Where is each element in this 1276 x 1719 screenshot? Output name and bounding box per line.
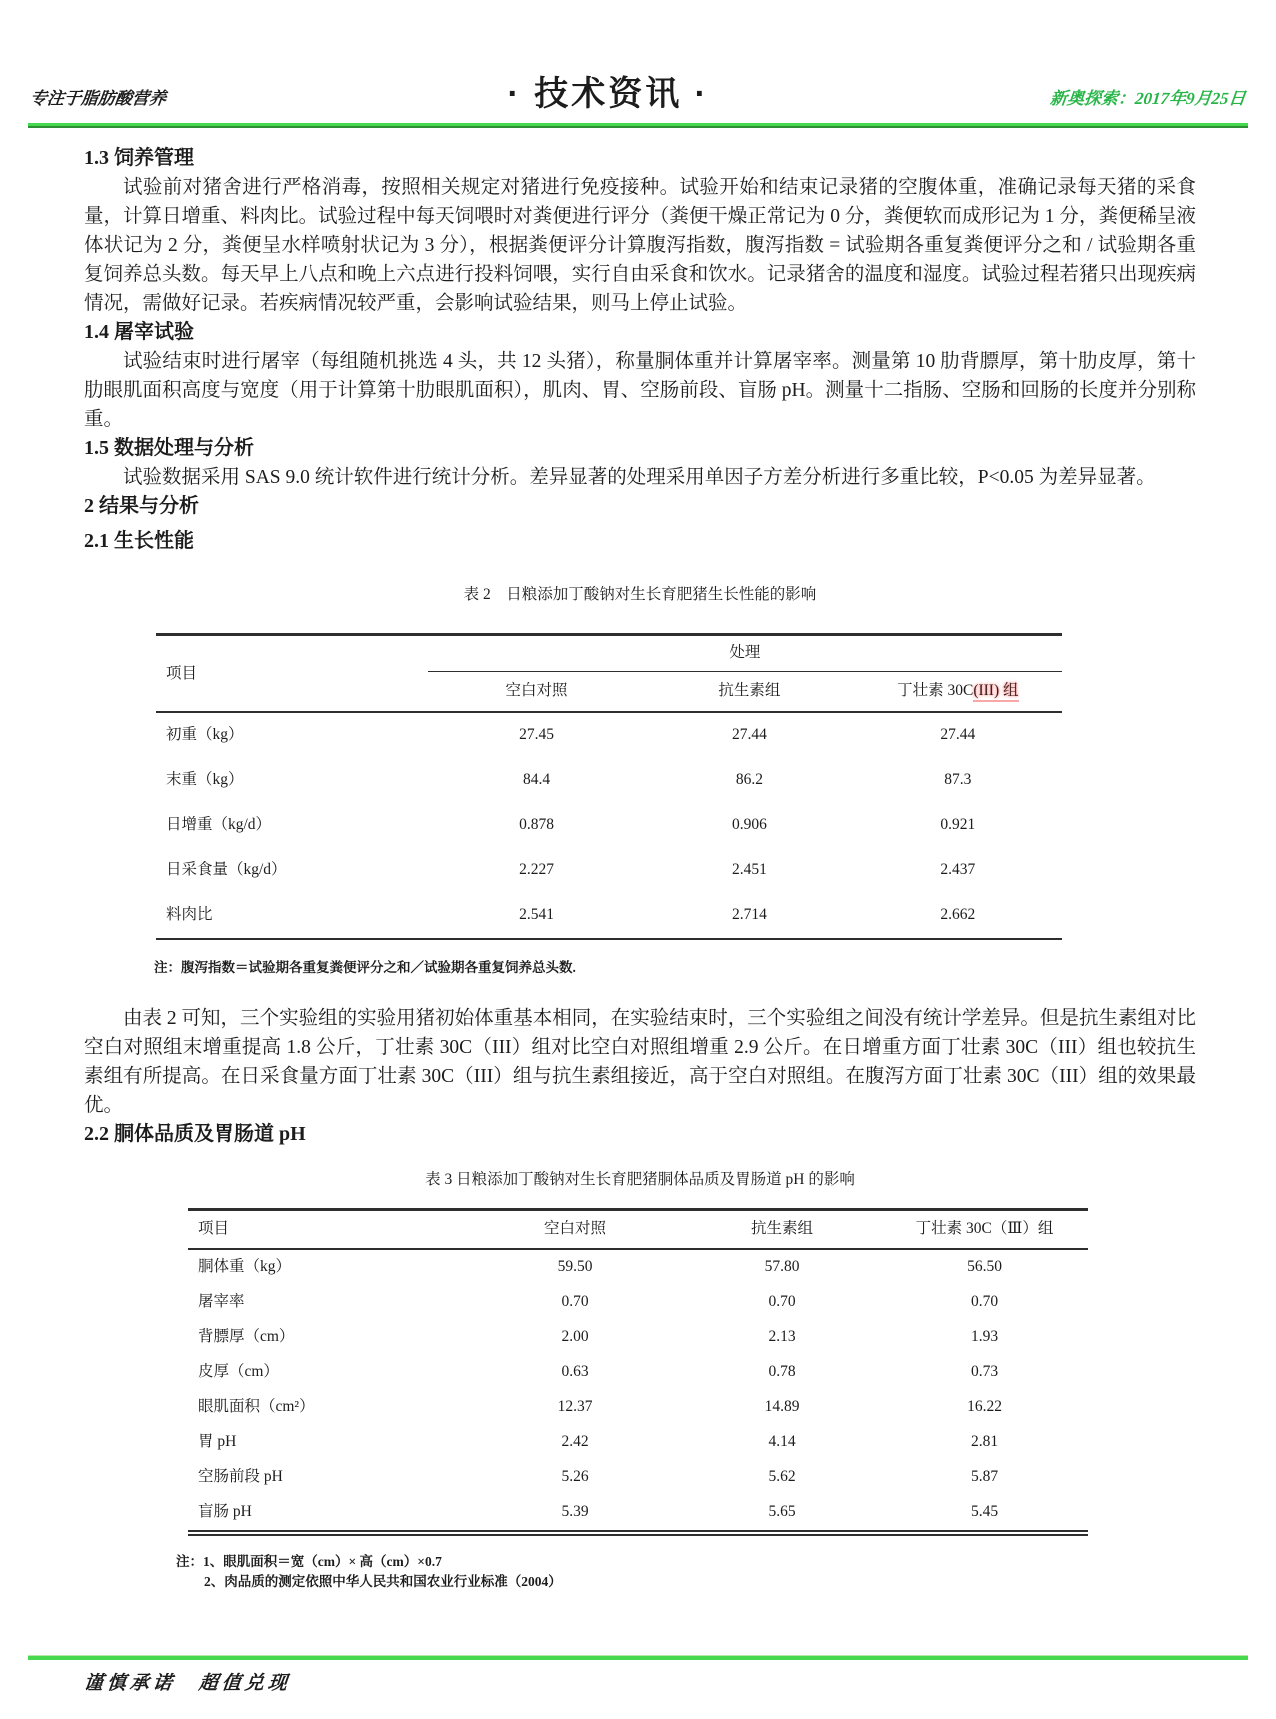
t2-header-treatment: 处理 xyxy=(428,635,1062,672)
row-label: 盲肠 pH xyxy=(198,1503,252,1520)
cell-value: 1.93 xyxy=(970,1328,999,1345)
row-label: 屠宰率 xyxy=(198,1293,245,1310)
cell-value: 5.39 xyxy=(561,1503,589,1520)
header-divider xyxy=(28,123,1248,128)
cell-value: 0.73 xyxy=(970,1363,999,1380)
t2-header-item: 项目 xyxy=(156,635,428,713)
cell-value: 56.50 xyxy=(967,1258,1002,1275)
cell-value: 2.42 xyxy=(561,1433,589,1450)
t2-header-control: 空白对照 xyxy=(428,672,645,713)
cell-value: 0.921 xyxy=(940,816,976,833)
table-row xyxy=(156,848,1062,893)
cell-value: 0.63 xyxy=(561,1363,589,1380)
cell-value: 84.4 xyxy=(522,771,551,788)
section-heading-1-5: 1.5 数据处理与分析 xyxy=(84,437,254,459)
t2-header-antibiotic: 抗生素组 xyxy=(645,672,853,713)
cell-value: 5.45 xyxy=(970,1503,999,1520)
table-row xyxy=(188,1495,1088,1533)
row-label: 初重（kg） xyxy=(166,726,244,743)
cell-value: 0.878 xyxy=(519,816,554,833)
table-row xyxy=(188,1390,1088,1425)
footer-slogan: 谨慎承诺 超值兑现 xyxy=(82,1673,292,1694)
issue-date: 新奥探索：2017年9月25日 xyxy=(1049,89,1248,108)
cell-value: 0.70 xyxy=(768,1293,796,1310)
table-row xyxy=(188,1460,1088,1495)
section-heading-1-4: 1.4 屠宰试验 xyxy=(84,321,194,343)
row-label: 胃 pH xyxy=(198,1433,237,1450)
row-label: 胴体重（kg） xyxy=(198,1258,292,1275)
table-row xyxy=(156,758,1062,803)
table-row xyxy=(156,893,1062,939)
t3-header-antibiotic: 抗生素组 xyxy=(683,1210,881,1250)
cell-value: 27.44 xyxy=(731,726,767,743)
cell-value: 0.906 xyxy=(731,816,767,833)
cell-value: 2.00 xyxy=(561,1328,589,1345)
section-heading-2-1: 2.1 生长性能 xyxy=(84,530,194,552)
paragraph-slaughter-test: 试验结束时进行屠宰（每组随机挑选 4 头，共 12 头猪），称量胴体重并计算屠宰率。测量第 10 肋背膘厚，第十肋皮厚，第十肋眼肌面积高度与宽度（用于计算第十肋眼肌面积），肌肉、胃、空肠前段、盲肠 pH。测量十二指肠、空肠和回肠的长度并分别称重。 xyxy=(84,351,1196,430)
table3-footnotes xyxy=(176,1552,1196,1592)
cell-value: 2.13 xyxy=(768,1328,796,1345)
row-label: 眼肌面积（cm²） xyxy=(198,1398,315,1415)
cell-value: 5.65 xyxy=(768,1503,796,1520)
table-carcass-quality xyxy=(188,1208,1088,1536)
cell-value: 87.3 xyxy=(944,771,972,788)
cell-value: 2.437 xyxy=(940,861,976,878)
article-body xyxy=(84,144,1196,1592)
cell-value: 4.14 xyxy=(768,1433,796,1450)
cell-value: 0.78 xyxy=(768,1363,796,1380)
row-label: 日增重（kg/d） xyxy=(166,816,272,833)
t2-header-butyrate-group xyxy=(854,672,1062,713)
footer-divider xyxy=(28,1655,1248,1660)
row-label: 日采食量（kg/d） xyxy=(166,861,287,878)
row-label: 空肠前段 pH xyxy=(198,1468,283,1485)
t3-header-butyrate-group: 丁壮素 30C（Ⅲ）组 xyxy=(881,1210,1088,1250)
cell-value: 27.44 xyxy=(940,726,976,743)
paragraph-data-analysis: 试验数据采用 SAS 9.0 统计软件进行统计分析。差异显著的处理采用单因子方差分析进行多重比较，P<0.05 为差异显著。 xyxy=(123,467,1156,488)
cell-value: 57.80 xyxy=(764,1258,800,1275)
table-row xyxy=(188,1285,1088,1320)
cell-value: 2.227 xyxy=(519,861,554,878)
cell-value: 5.26 xyxy=(561,1468,589,1485)
table-row xyxy=(188,1355,1088,1390)
table-row xyxy=(156,803,1062,848)
highlighted-edit-text: (III) 组 xyxy=(973,682,1018,702)
table-row xyxy=(188,1249,1088,1285)
paragraph-discussion: 由表 2 可知，三个实验组的实验用猪初始体重基本相同，在实验结束时，三个实验组之间没有统计学差异。但是抗生素组对比空白对照组末增重提高 1.8 公斤，丁壮素 30C（III）组对比空白对照组增重 2.9 公斤。在日增重方面丁壮素 30C（III）组也较抗生素组有所提高。在日采食量方面丁壮素 30C（III）组与抗生素组接近，高于空白对照组。在腹泻方面丁壮素 30C（III）组的效果最优。 xyxy=(84,1008,1196,1116)
t3-header-control: 空白对照 xyxy=(467,1210,683,1250)
table3-footnote-1: 注：1、眼肌面积＝宽（cm）× 高（cm）×0.7 xyxy=(176,1554,442,1569)
table-row xyxy=(156,712,1062,758)
row-label: 皮厚（cm） xyxy=(198,1363,279,1380)
cell-value: 2.451 xyxy=(731,861,767,878)
cell-value: 12.37 xyxy=(557,1398,593,1415)
row-label: 背膘厚（cm） xyxy=(198,1328,295,1345)
row-label: 末重（kg） xyxy=(166,771,244,788)
cell-value: 2.541 xyxy=(519,906,554,923)
paragraph-feeding-management: 试验前对猪舍进行严格消毒，按照相关规定对猪进行免疫接种。试验开始和结束记录猪的空腹体重，准确记录每天猪的采食量，计算日增重、料肉比。试验过程中每天饲喂时对粪便进行评分（粪便干燥正常记为 0 分，粪便软而成形记为 1 分，粪便稀呈液体状记为 2 分，粪便呈水样喷射状记为 3 分），根据粪便评分计算腹泻指数，腹泻指数 = 试验期各重复粪便评分之和 / 试验期各重复饲养总头数。每天早上八点和晚上六点进行投料饲喂，实行自由采食和饮水。记录猪舍的温度和湿度。试验过程若猪只出现疾病情况，需做好记录。若疾病情况较严重，会影响试验结果，则马上停止试验。 xyxy=(84,177,1196,314)
section-heading-1-3: 1.3 饲养管理 xyxy=(84,147,194,169)
table-row xyxy=(188,1425,1088,1460)
page-title: · 技术资讯 · xyxy=(507,75,710,113)
table-row xyxy=(188,1320,1088,1355)
page-header xyxy=(30,0,1246,115)
cell-value: 0.70 xyxy=(970,1293,999,1310)
section-heading-2: 2 结果与分析 xyxy=(84,495,199,517)
cell-value: 5.87 xyxy=(970,1468,999,1485)
cell-value: 2.714 xyxy=(731,906,767,923)
table2-caption: 表 2 日粮添加丁酸钠对生长育肥猪生长性能的影响 xyxy=(463,586,817,603)
cell-value: 5.62 xyxy=(768,1468,796,1485)
cell-value: 59.50 xyxy=(557,1258,593,1275)
row-label: 料肉比 xyxy=(166,906,213,923)
cell-value: 27.45 xyxy=(519,726,554,743)
cell-value: 86.2 xyxy=(735,771,763,788)
page-footer xyxy=(0,1655,1276,1695)
table2-footnote: 注：腹泻指数＝试验期各重复粪便评分之和／试验期各重复饲养总头数. xyxy=(154,960,576,975)
table3-caption: 表 3 日粮添加丁酸钠对生长育肥猪胴体品质及胃肠道 pH 的影响 xyxy=(425,1171,855,1188)
t3-header-item: 项目 xyxy=(188,1210,467,1250)
cell-value: 2.81 xyxy=(970,1433,999,1450)
section-heading-2-2: 2.2 胴体品质及胃肠道 pH xyxy=(84,1123,306,1145)
table3-footnote-2: 2、肉品质的测定依照中华人民共和国农业行业标准（2004） xyxy=(204,1574,562,1589)
cell-value: 0.70 xyxy=(561,1293,589,1310)
table-growth-performance xyxy=(156,633,1062,940)
cell-value: 14.89 xyxy=(764,1398,800,1415)
cell-value: 16.22 xyxy=(967,1398,1002,1415)
t2-header-butyrate-prefix: 丁壮素 30C xyxy=(897,682,974,699)
brand-slogan: 专注于脂肪酸营养 xyxy=(29,89,168,108)
cell-value: 2.662 xyxy=(940,906,976,923)
